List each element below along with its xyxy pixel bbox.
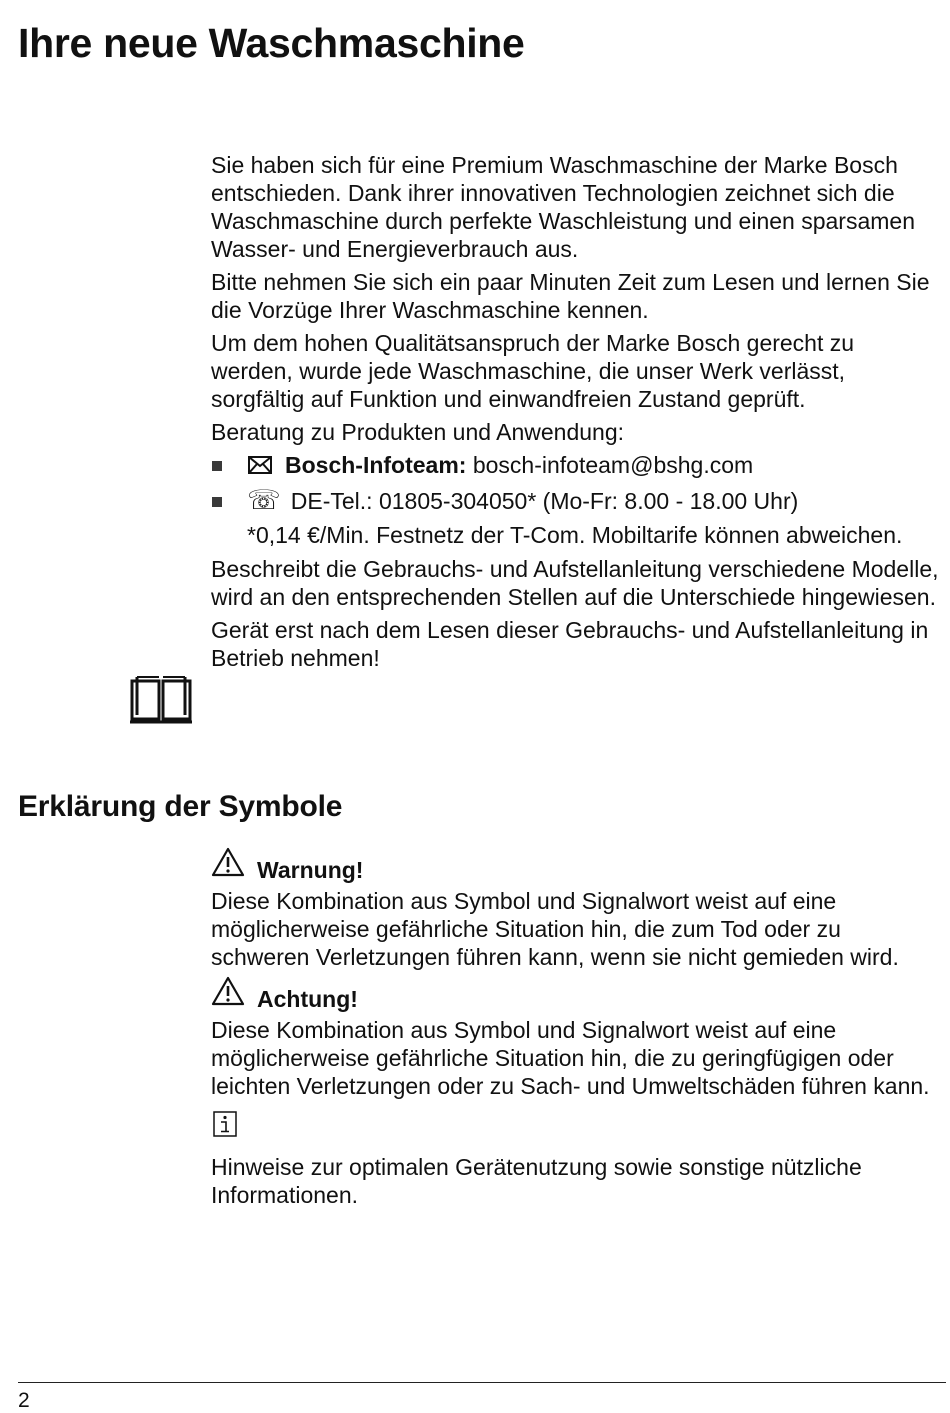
- intro-paragraph-6: Gerät erst nach dem Lesen dieser Gebrauchs- und Aufstellanleitung in Betrieb nehmen!: [211, 617, 929, 671]
- warning-triangle-icon: [211, 976, 245, 1012]
- warning-text: Diese Kombination aus Symbol und Signalwort weist auf eine möglicherweise gefährliche Situation hin, die zum Tod oder zu schweren Verletzungen führen kann, wenn sie nicht gemieden wird.: [211, 888, 899, 970]
- bullet-square-icon: [212, 497, 222, 507]
- contact-phone-note: [211, 521, 941, 549]
- symbols-section: [211, 845, 941, 1214]
- contact-email-item: [211, 451, 941, 481]
- bullet-square-icon: [212, 461, 222, 471]
- phone-note-text: *0,14 €/Min. Festnetz der T-Com. Mobiltarife können abweichen.: [247, 522, 903, 548]
- caution-label: Achtung!: [257, 986, 358, 1012]
- warning-label: Warnung!: [257, 857, 364, 883]
- warning-heading: [211, 847, 941, 883]
- page-number: 2: [18, 1389, 30, 1412]
- open-book-icon: [128, 675, 194, 730]
- contact-phone-item: [211, 487, 941, 515]
- info-text: Hinweise zur optimalen Gerätenutzung sowie sonstige nützliche Informationen.: [211, 1154, 862, 1208]
- warning-triangle-icon: [211, 847, 245, 883]
- intro-paragraph-3: Um dem hohen Qualitätsanspruch der Marke Bosch gerecht zu werden, wurde jede Waschmaschine, die unser Werk verlässt, sorgfältig auf Funktion und einwandfreien Zustand geprüft.: [211, 330, 855, 412]
- info-icon: [213, 1111, 237, 1143]
- email-address[interactable]: bosch-infoteam@bshg.com: [472, 452, 754, 478]
- footer-divider: [18, 1382, 946, 1383]
- intro-paragraph-5: Beschreibt die Gebrauchs- und Aufstellanleitung verschiedene Modelle, wird an den entsprechenden Stellen auf die Unterschiede hingewiesen.: [211, 556, 939, 610]
- phone-number: DE-Tel.: 01805-304050* (Mo-Fr: 8.00 - 18.00 Uhr): [290, 488, 799, 514]
- phone-icon: ☏: [247, 485, 281, 516]
- page-title: Ihre neue Waschmaschine: [18, 20, 525, 66]
- contact-list: [211, 451, 941, 549]
- intro-paragraph-1: Sie haben sich für eine Premium Waschmaschine der Marke Bosch entschieden. Dank ihrer innovativen Technologien zeichnet sich die Waschmaschine durch perfekte Waschleistung und einen sparsamen Wasser- und Energieverbrauch aus.: [211, 152, 915, 262]
- caution-text: Diese Kombination aus Symbol und Signalwort weist auf eine möglicherweise gefährliche Situation hin, die zu geringfügigen oder leichten Verletzungen oder zu Sach- und Umweltschäden führen kann.: [211, 1017, 930, 1099]
- section-heading-symbols: Erklärung der Symbole: [18, 790, 343, 823]
- caution-heading: [211, 976, 941, 1012]
- envelope-icon: [247, 453, 273, 481]
- intro-section: [211, 151, 941, 677]
- intro-paragraph-4: Beratung zu Produkten und Anwendung:: [211, 419, 625, 445]
- email-label: Bosch-Infoteam:: [285, 452, 467, 478]
- intro-paragraph-2: Bitte nehmen Sie sich ein paar Minuten Zeit zum Lesen und lernen Sie die Vorzüge Ihrer Waschmaschine kennen.: [211, 269, 930, 323]
